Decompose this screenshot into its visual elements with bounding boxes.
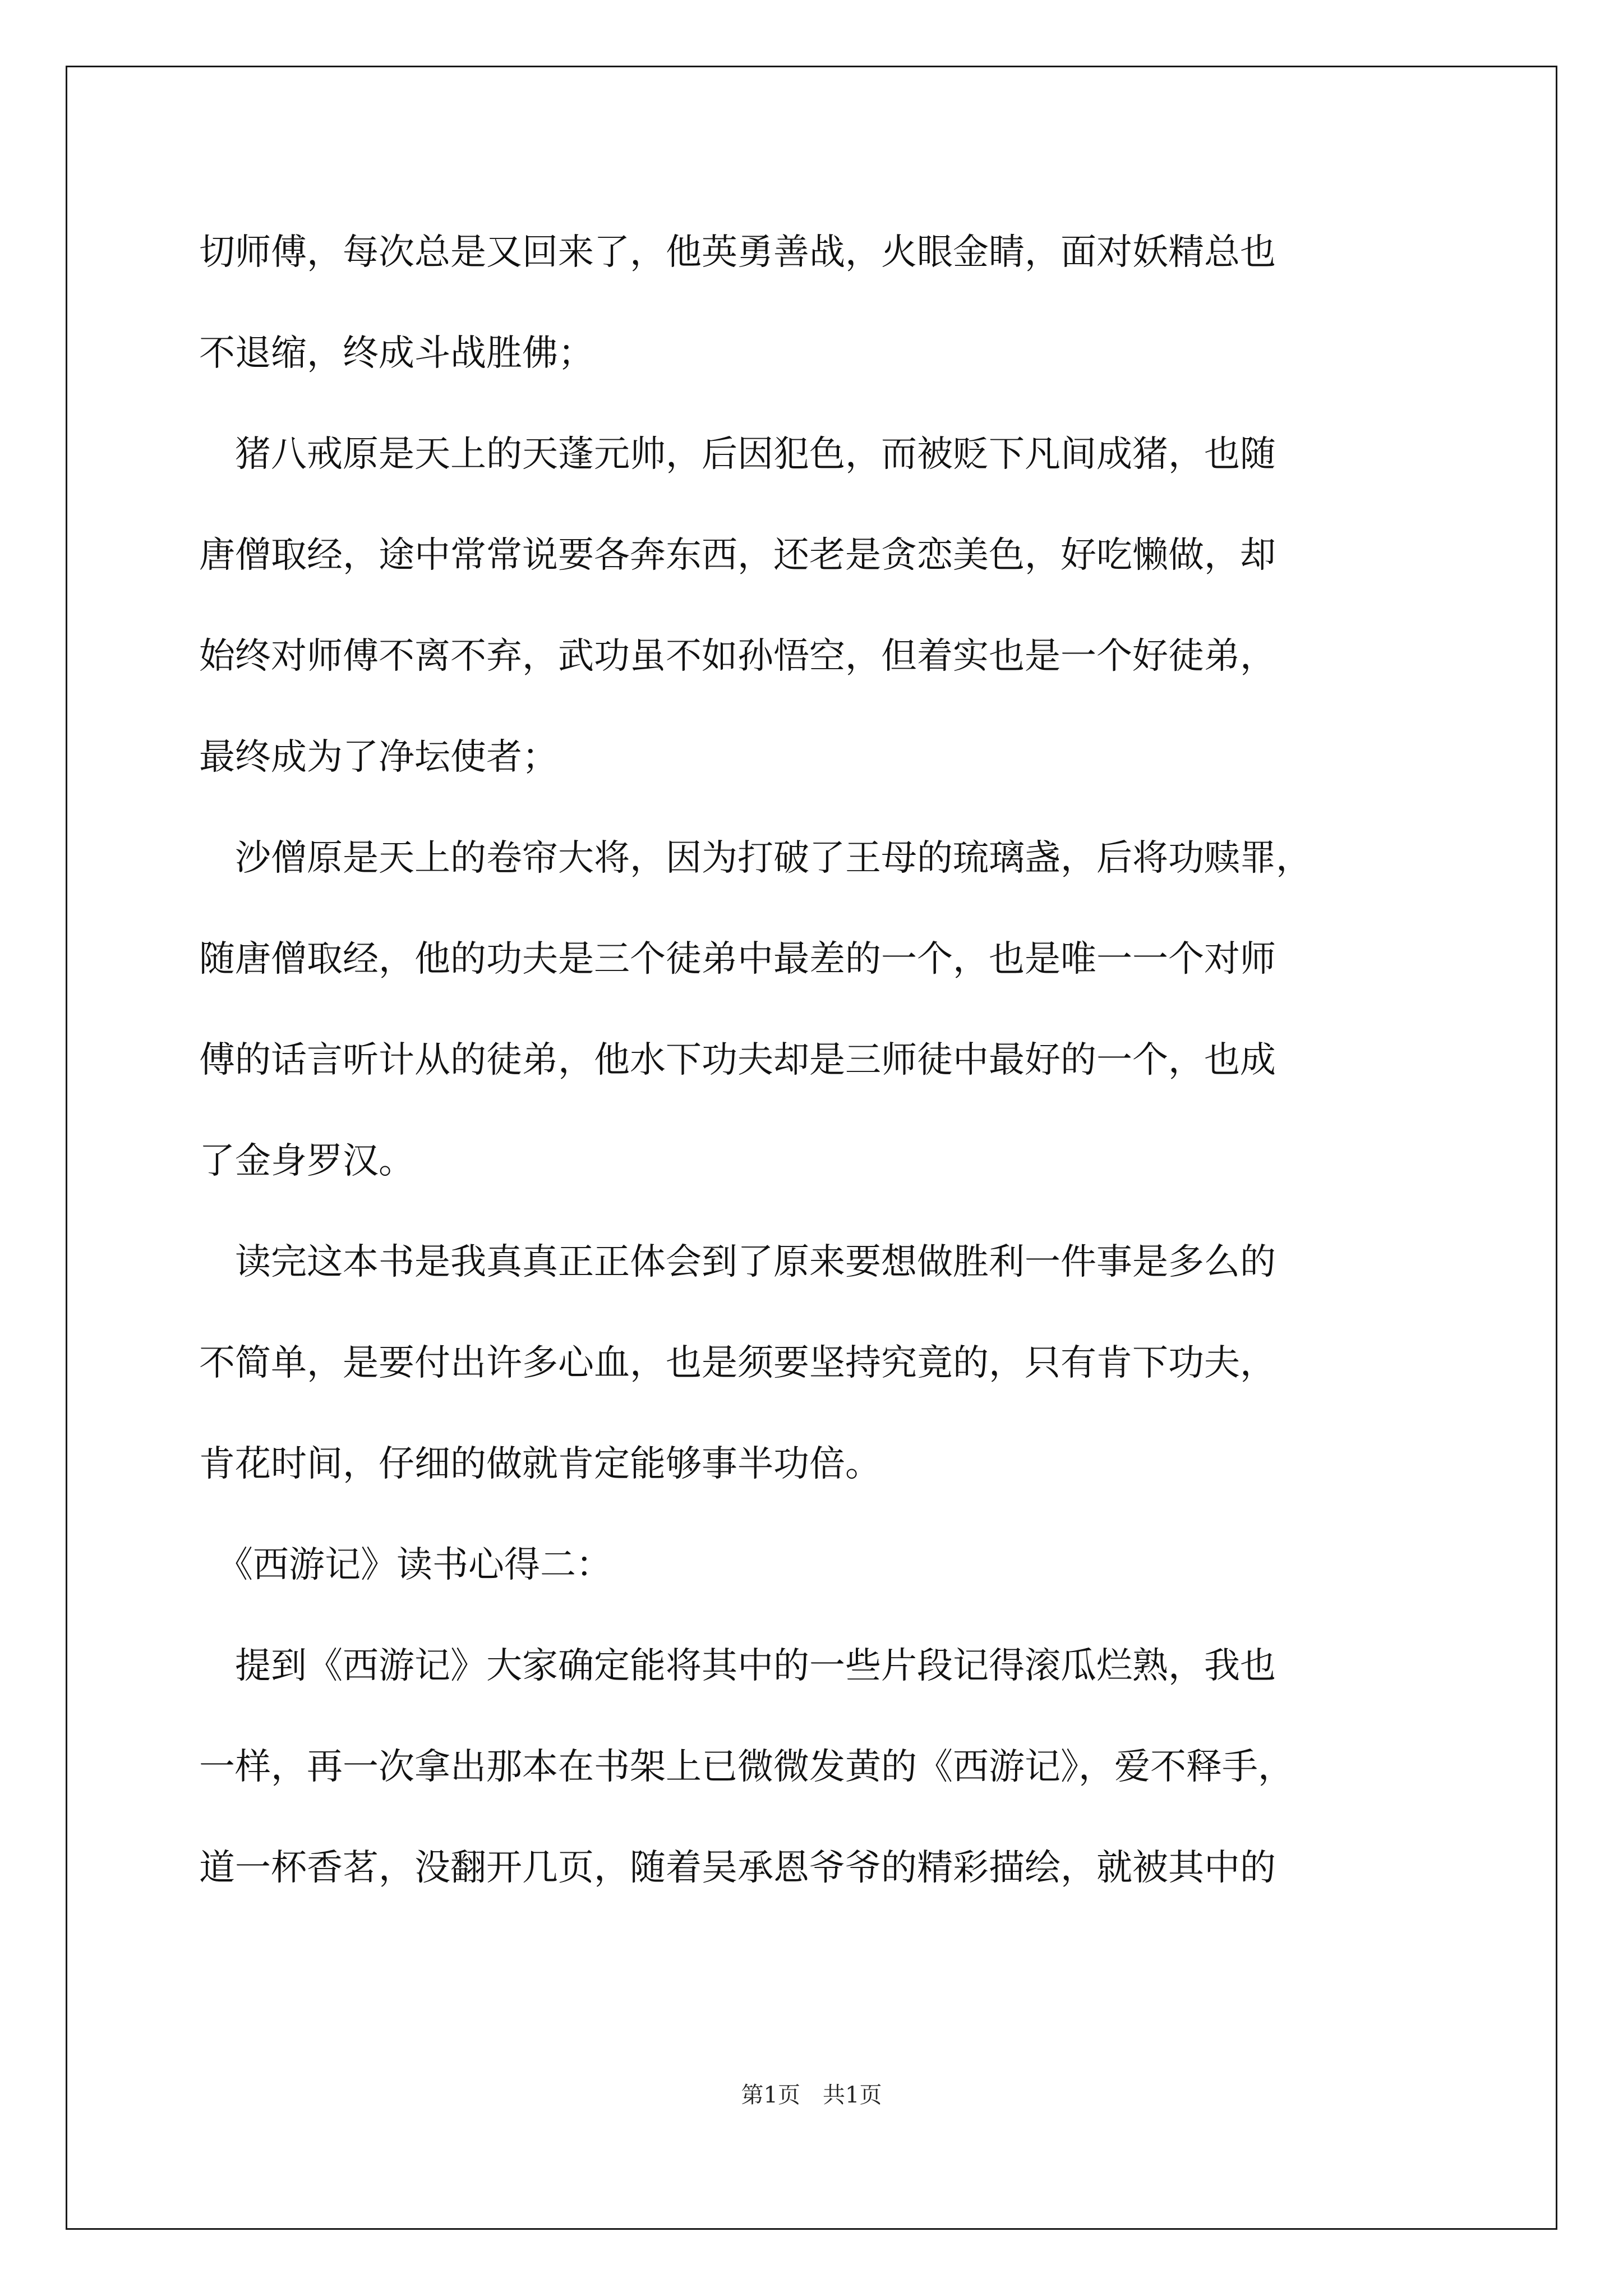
text-line: 最终成为了净坛使者；: [199, 737, 558, 778]
text-line: 读完这本书是我真真正正体会到了原来要想做胜利一件事是多么的: [199, 1241, 1276, 1283]
text-line: 不简单，是要付出许多心血，也是须要坚持究竟的，只有肯下功夫，: [199, 1342, 1276, 1384]
text-line: 唐僧取经，途中常常说要各奔东西，还老是贪恋美色，好吃懒做，却: [199, 535, 1276, 576]
text-line: 肯花时间，仔细的做就肯定能够事半功倍。: [199, 1443, 881, 1485]
page-footer: 第1页 共1页: [741, 2082, 882, 2108]
text-line: 随唐僧取经，他的功夫是三个徒弟中最差的一个，也是唯一一个对师: [199, 938, 1276, 980]
section-heading: 《西游记》读书心得二：: [199, 1544, 612, 1586]
text-line: 切师傅，每次总是又回来了，他英勇善战，火眼金睛，面对妖精总也: [199, 232, 1276, 273]
text-line: 道一杯香茗，没翻开几页，随着吴承恩爷爷的精彩描绘，就被其中的: [199, 1847, 1276, 1889]
text-line: 提到《西游记》大家确定能将其中的一些片段记得滚瓜烂熟，我也: [199, 1645, 1276, 1687]
text-line: 始终对师傅不离不弃，武功虽不如孙悟空，但着实也是一个好徒弟，: [199, 636, 1276, 677]
text-line: 猪八戒原是天上的天蓬元帅，后因犯色，而被贬下凡间成猪，也随: [199, 434, 1276, 475]
text-line: 沙僧原是天上的卷帘大将，因为打破了王母的琉璃盏，后将功赎罪，: [199, 838, 1312, 879]
text-line: 了金身罗汉。: [199, 1140, 414, 1182]
text-line: 一样，再一次拿出那本在书架上已微微发黄的《西游记》，爱不释手，: [199, 1746, 1294, 1788]
text-line: 不退缩，终成斗战胜佛；: [199, 333, 594, 374]
text-line: 傅的话言听计从的徒弟，他水下功夫却是三师徒中最好的一个，也成: [199, 1039, 1276, 1081]
